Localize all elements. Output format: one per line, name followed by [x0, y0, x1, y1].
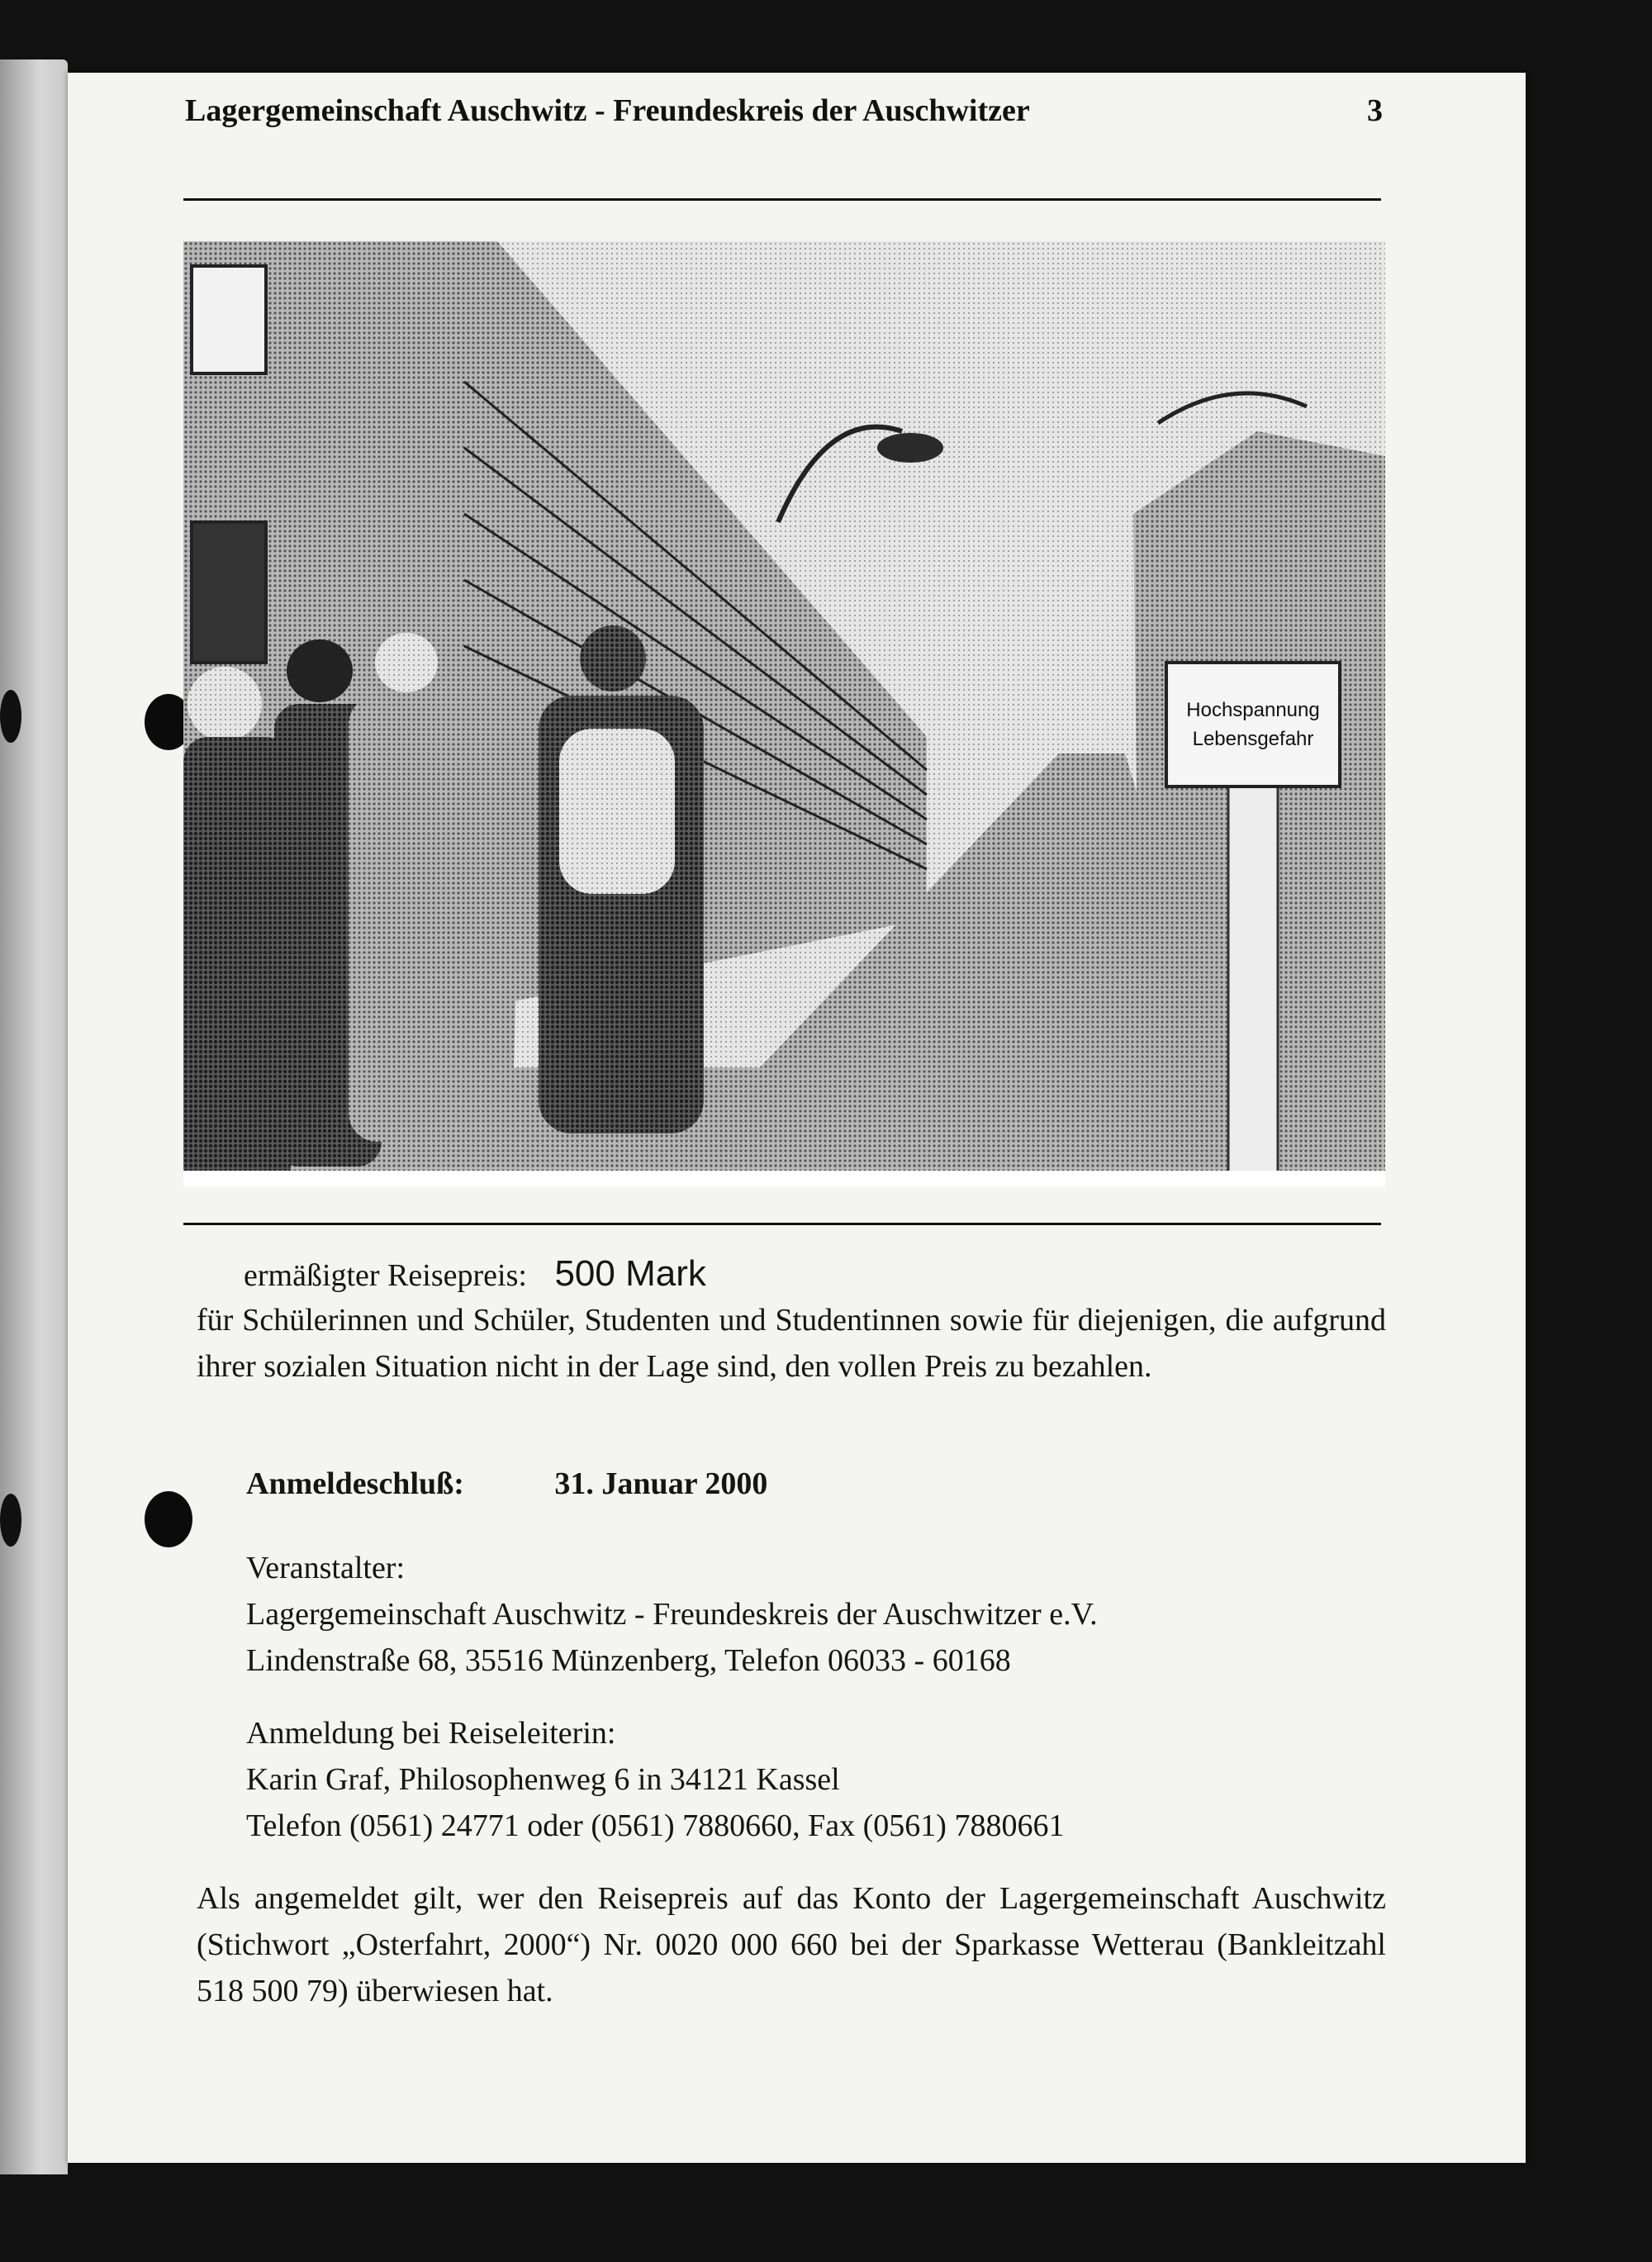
reduced-price-value: 500 Mark: [554, 1253, 706, 1294]
reduced-price-label: ermäßigter Reisepreis:: [244, 1258, 527, 1293]
header-title: Lagergemeinschaft Auschwitz - Freundeskreis der Auschwitzer: [185, 93, 1030, 128]
page-header: [185, 93, 1383, 129]
punch-hole-bottom: [145, 1491, 192, 1547]
organizer-label: Veranstalter:: [246, 1551, 406, 1585]
organizer-address: Lindenstraße 68, 35516 Münzenberg, Telefon 06033 - 60168: [246, 1643, 1011, 1678]
photo-sign-line1: Hochspannung: [1186, 699, 1320, 721]
adjacent-page-edge: [0, 59, 68, 2174]
registration-label: Anmeldung bei Reiseleiterin:: [246, 1716, 616, 1751]
left-edge-hole-bottom: [0, 1494, 21, 1547]
payment-note: Als angemeldet gilt, wer den Reisepreis auf das Konto der Lagergemeinschaft Auschwitz (Stichwort „Osterfahrt, 2000“) Nr. 0020 000 660 bei der Sparkasse Wetterau (Bankleitzahl 518 500 79) überwiesen hat.: [197, 1881, 1386, 2008]
registration-deadline: [246, 1461, 1485, 1507]
page-number: 3: [1367, 93, 1383, 128]
organizer-block: [246, 1545, 1361, 1684]
photo-bottom-rule: [183, 1223, 1381, 1225]
deadline-date: 31. Januar 2000: [554, 1466, 768, 1501]
registration-contact: Karin Graf, Philosophenweg 6 in 34121 Kassel: [246, 1762, 840, 1797]
header-rule: [183, 198, 1381, 201]
photo-sign-line2: Lebensgefahr: [1192, 728, 1314, 750]
deadline-label: Anmeldeschluß:: [246, 1466, 464, 1501]
registration-block: [246, 1710, 1361, 1849]
left-edge-hole-top: [0, 690, 21, 743]
reduced-price-line: [244, 1251, 1483, 1299]
reduced-price-description: für Schülerinnen und Schüler, Studenten und Studentinnen sowie für diejenigen, die aufgrund ihrer sozialen Situation nicht in der Lage sind, den vollen Preis zu bezahlen.: [197, 1303, 1386, 1384]
halftone-photo: [183, 241, 1385, 1187]
registration-phone: Telefon (0561) 24771 oder (0561) 7880660, Fax (0561) 7880661: [246, 1808, 1065, 1843]
organizer-name: Lagergemeinschaft Auschwitz - Freundeskreis der Auschwitzer e.V.: [246, 1597, 1098, 1632]
